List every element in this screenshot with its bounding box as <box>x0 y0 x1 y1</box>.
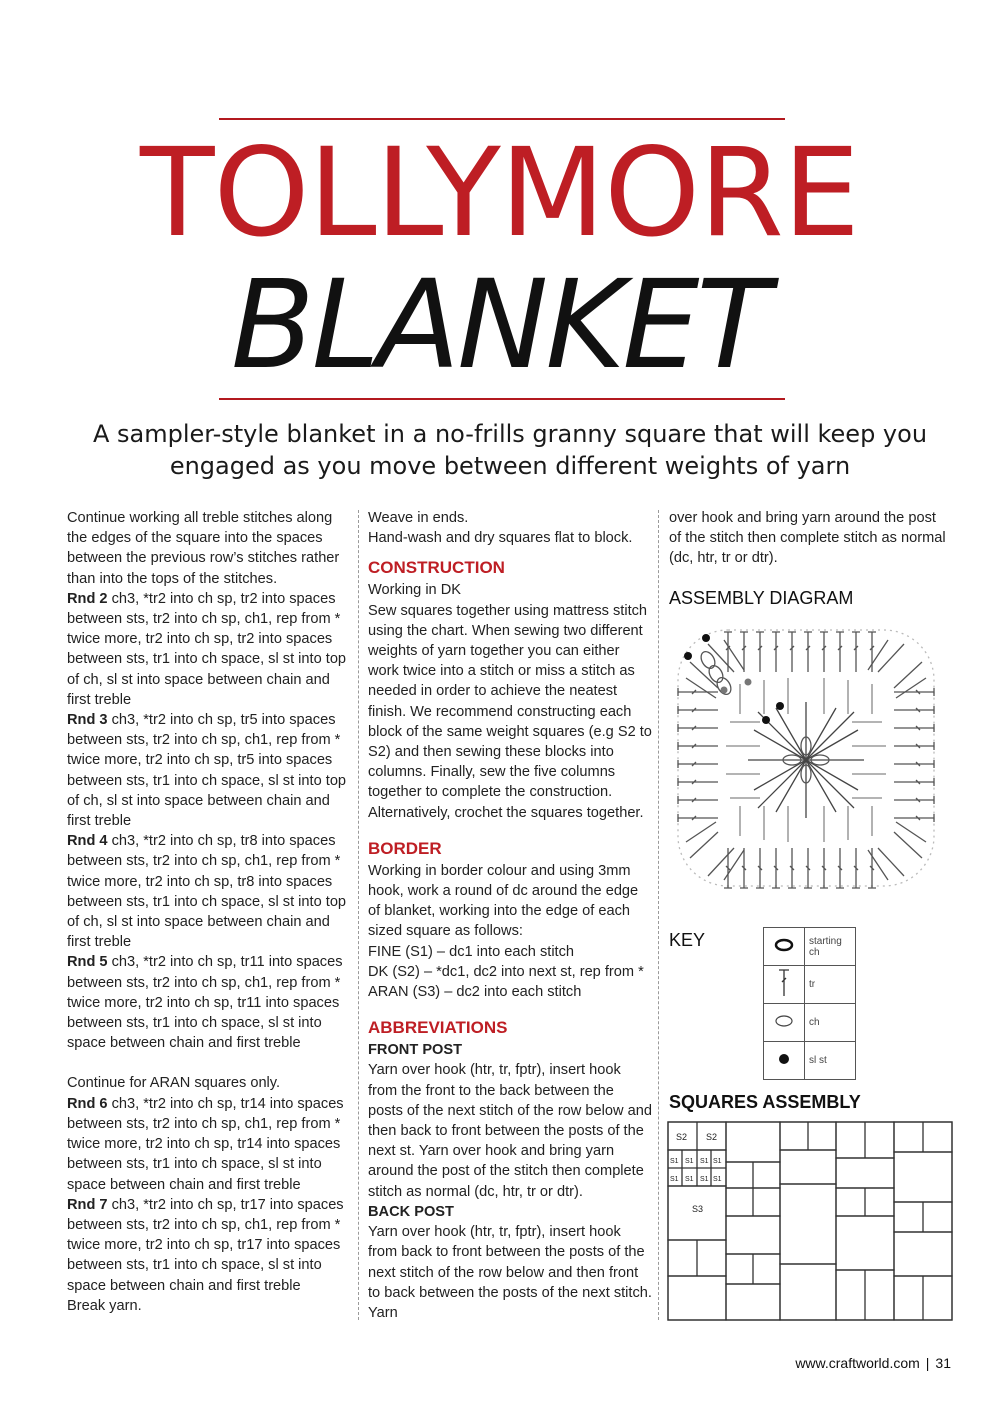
key-row <box>764 1004 856 1042</box>
title-rule-top <box>219 118 785 120</box>
column-1 <box>67 508 353 1316</box>
key-label: sl st <box>805 1042 856 1080</box>
square-label: S1 <box>713 1158 722 1165</box>
column-3 <box>669 508 951 569</box>
footer-divider: | <box>925 1355 930 1371</box>
abbreviations-heading: ABBREVIATIONS <box>368 1018 508 1038</box>
title-rule-bottom <box>219 398 785 400</box>
title-line-2: BLANKET <box>231 254 768 396</box>
assembly-diagram <box>668 622 944 898</box>
key-heading: KEY <box>669 930 706 950</box>
treble-icon <box>777 968 791 998</box>
assembly-diagram-heading: ASSEMBLY DIAGRAM <box>669 588 854 608</box>
key-label: tr <box>805 966 856 1004</box>
square-label: S3 <box>692 1204 704 1214</box>
construction-heading: CONSTRUCTION <box>368 558 505 578</box>
subtitle: A sampler-style blanket in a no-frills granny square that will keep you engaged as you move between different weights of yarn <box>92 420 928 480</box>
key-row <box>764 928 856 966</box>
round-2: Rnd 2 ch3, *tr2 into ch sp, tr2 into spaces between sts, tr2 into ch sp, ch1, rep from * twice more, tr2 into ch sp, tr2 into spaces between sts, tr1 into ch space, sl st into top of ch, sl st into space between chain and first treble <box>67 590 347 708</box>
chain-icon <box>773 1014 795 1028</box>
square-label: S1 <box>670 1176 679 1183</box>
page-number: 31 <box>935 1355 951 1371</box>
round-4: Rnd 4 ch3, *tr2 into ch sp, tr8 into spaces between sts, tr2 into ch sp, ch1, rep from * twice more, tr2 into ch sp, tr8 into spaces between sts, tr1 into ch space, sl st into top of ch, sl st into space between chain and first treble <box>67 833 347 951</box>
footer <box>795 1355 951 1371</box>
round-6: Rnd 6 ch3, *tr2 into ch sp, tr14 into spaces between sts, tr2 into ch sp, ch1, rep from * twice more, tr2 into ch sp, tr14 into spaces between sts, tr1 into ch space, sl st into space between chain and first treble <box>67 1095 344 1193</box>
border-heading: BORDER <box>368 838 442 858</box>
title-line-1: TOLLYMORE <box>140 122 859 264</box>
key-label: ch <box>809 946 820 958</box>
finish-wash: Hand-wash and dry squares flat to block. <box>368 530 633 547</box>
squares-assembly-grid <box>666 1120 954 1322</box>
starting-chain-icon <box>773 938 795 952</box>
end-text: Break yarn. <box>67 1297 142 1314</box>
square-label: S2 <box>706 1132 718 1142</box>
footer-site[interactable]: www.craftworld.com <box>795 1355 920 1371</box>
construction-subhead: Working in DK <box>368 582 461 599</box>
back-post-heading: BACK POST <box>368 1203 454 1220</box>
column-divider-2 <box>658 510 659 1320</box>
key-row <box>764 1042 856 1080</box>
round-3: Rnd 3 ch3, *tr2 into ch sp, tr5 into spaces between sts, tr2 into ch sp, ch1, rep from * twice more, tr2 into ch sp, tr5 into spaces between sts, tr1 into ch space, sl st into top of ch, sl st into space between chain and first treble <box>67 712 347 830</box>
square-label: S1 <box>685 1158 694 1165</box>
square-label: S2 <box>676 1132 688 1142</box>
column-divider-1 <box>358 510 359 1320</box>
border-dk: DK (S2) – *dc1, dc2 into next st, rep from * <box>368 963 644 980</box>
aran-note: Continue for ARAN squares only. <box>67 1075 281 1092</box>
construction-text: Sew squares together using mattress stitch using the chart. When sewing two different weights of yarn together you can either work twice into a stitch or miss a stitch as needed in order to achieve the neatest finish. We recommend constructing each block of the same weight squares (e.g S2 to S2) and then sewing these blocks into columns. Finally, sew the five columns together to complete the construction. Alternatively, crochet the squares together. <box>368 602 652 821</box>
key-row <box>764 966 856 1004</box>
key-table <box>763 927 856 1080</box>
back-post-text: Yarn over hook (htr, tr, fptr), insert hook from back to front between the posts of the next stitch of the row below and then front to back between the posts of the next stitch. Yarn <box>368 1224 652 1321</box>
square-label: S1 <box>700 1176 709 1183</box>
squares-assembly-heading: SQUARES ASSEMBLY <box>669 1092 861 1112</box>
key-label: ch <box>805 1004 856 1042</box>
finish-weave: Weave in ends. <box>368 510 469 526</box>
border-text: Working in border colour and using 3mm hook, work a round of dc around the edge of blanket, working into the edge of each sized square as follows: <box>368 862 639 940</box>
border-fine: FINE (S1) – dc1 into each stitch <box>368 943 575 960</box>
border-aran: ARAN (S3) – dc2 into each stitch <box>368 984 582 1001</box>
front-post-text: Yarn over hook (htr, tr, fptr), insert hook from the front to the back between the posts of the next stitch of the row below and then back to front between the posts of the next st. Yarn over hook and bring yarn around the post of the stitch then complete stitch as normal (dc, htr, tr or dtr). <box>368 1062 652 1200</box>
square-label: S1 <box>700 1158 709 1165</box>
round-7: Rnd 7 ch3, *tr2 into ch sp, tr17 into spaces between sts, tr2 into ch sp, ch1, rep from * twice more, tr2 into ch sp, tr17 into spaces between sts, tr1 into ch space, sl st into space between chain and first treble <box>67 1196 344 1294</box>
key-label: starting <box>809 935 842 947</box>
intro-text: Continue working all treble stitches along the edges of the square into the spaces between the previous row’s stitches rather than into the tops of the stitches. <box>67 510 340 587</box>
column-2 <box>368 508 652 1323</box>
front-post-heading: FRONT POST <box>368 1042 463 1059</box>
slip-stitch-icon <box>776 1051 792 1067</box>
square-label: S1 <box>713 1176 722 1183</box>
continued-text: over hook and bring yarn around the post of the stitch then complete stitch as normal (dc, htr, tr or dtr). <box>669 510 946 567</box>
square-label: S1 <box>670 1158 679 1165</box>
square-label: S1 <box>685 1176 694 1183</box>
round-5: Rnd 5 ch3, *tr2 into ch sp, tr11 into spaces between sts, tr2 into ch sp, ch1, rep from * twice more, tr2 into ch sp, tr11 into spaces between sts, tr1 into ch space, sl st into space between chain and first treble <box>67 954 343 1052</box>
